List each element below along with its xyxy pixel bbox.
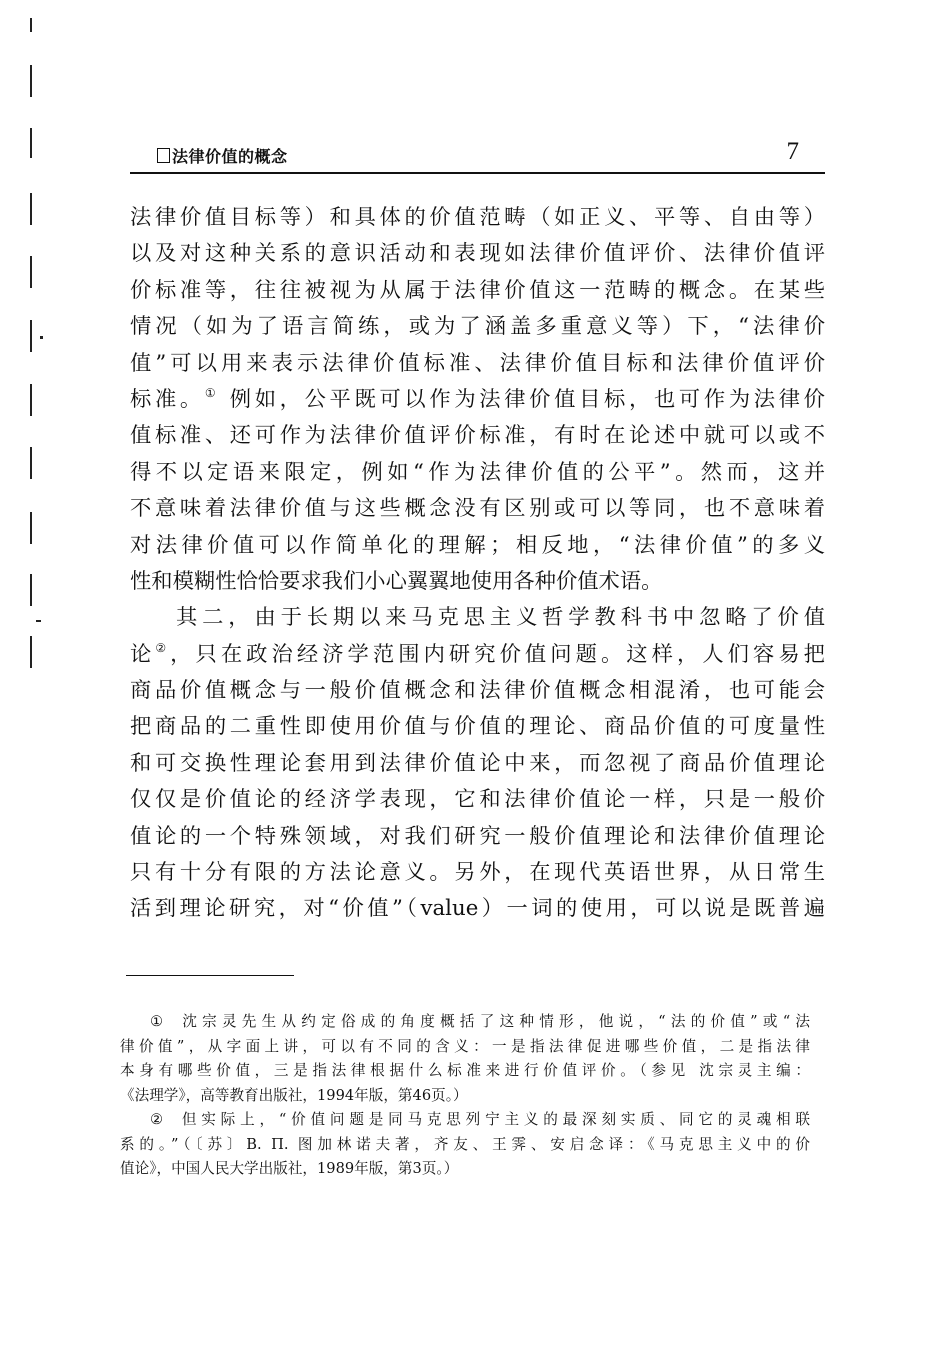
page-number: 7	[786, 138, 799, 165]
text-line: 情况（如为了语言简练，或为了涵盖多重意义等）下，“法律价	[130, 314, 825, 340]
footnote-ref-1: ①	[204, 385, 220, 400]
text-line: 价标准等，往往被视为从属于法律价值这一范畴的概念。在某些	[130, 277, 825, 303]
footnote-line	[120, 1108, 810, 1133]
scan-edge-mark	[30, 636, 32, 668]
text-fragment: 标准。	[130, 386, 205, 412]
text-fragment: ，只在政治经济学范围内研究价值问题。这样，人们容易把	[170, 641, 825, 667]
text-line: 活到理论研究，对“价值”（value）一词的使用，可以说是既普遍	[130, 896, 825, 922]
header-box-icon	[157, 148, 170, 163]
footnote-text: 沈宗灵先生从约定俗成的角度概括了这种情形，他说，“法的价值”或“法	[177, 1013, 810, 1030]
footnote-line: 《法理学》，高等教育出版社，1994年版，第46页。）	[120, 1086, 468, 1104]
text-line: 以及对这种关系的意识活动和表现如法律价值评价、法律价值评	[130, 241, 825, 267]
text-fragment: 论	[130, 641, 156, 667]
body-text	[130, 200, 825, 928]
footnote-line: 本身有哪些价值，三是指法律根据什么标准来进行价值评价。（参见 沈宗灵主编：	[120, 1062, 810, 1079]
text-line: 值标准、还可作为法律价值评价标准，有时在论述中就可以或不	[130, 423, 825, 449]
header-title: 法律价值的概念	[172, 147, 288, 166]
scan-edge-mark	[30, 65, 32, 97]
footnote-marker-2: ②	[150, 1111, 164, 1128]
scan-edge-mark	[30, 384, 32, 416]
scan-edge-dot	[40, 336, 43, 339]
text-line	[130, 382, 825, 418]
scan-edge-mark	[30, 320, 32, 352]
footnote-line: 系的。”（〔苏〕B. П. 图加林诺夫著，齐友、王霁、安启念译：《马克思主义中的价	[120, 1135, 810, 1153]
text-line: 把商品的二重性即使用价值与价值的理论、商品价值的可度量性	[130, 714, 825, 740]
footnote-line: 律价值”，从字面上讲，可以有不同的含义：一是指法律促进哪些价值，二是指法律	[120, 1037, 810, 1055]
scan-edge-mark	[30, 128, 32, 158]
scan-edge-mark	[30, 447, 32, 479]
footnote-marker-1: ①	[150, 1013, 164, 1030]
running-header	[130, 138, 825, 174]
scan-edge-mark	[30, 256, 32, 288]
text-line: 只有十分有限的方法论意义。另外，在现代英语世界，从日常生	[130, 860, 825, 886]
text-line: 值论的一个特殊领域，对我们研究一般价值理论和法律价值理论	[130, 823, 825, 849]
footnote-line	[120, 1010, 810, 1035]
text-line: 和可交换性理论套用到法律价值论中来，而忽视了商品价值理论	[130, 750, 825, 776]
text-line: 对法律价值可以作简单化的理解；相反地，“法律价值”的多义	[130, 532, 825, 558]
text-line: 性和模糊性恰恰要求我们小心翼翼地使用各种价值术语。	[130, 568, 663, 594]
scan-edge-dot	[36, 620, 41, 622]
text-line: 得不以定语来限定，例如“作为法律价值的公平”。然而，这并	[130, 459, 825, 485]
text-line: 商品价值概念与一般价值概念和法律价值概念相混淆，也可能会	[130, 678, 825, 704]
text-line: 仅仅是价值论的经济学表现，它和法律价值论一样，只是一般价	[130, 787, 825, 813]
scan-edge-mark	[30, 512, 32, 544]
text-line: 法律价值目标等）和具体的价值范畴（如正义、平等、自由等）	[130, 205, 825, 230]
footnote-text: 但实际上，“价值问题是同马克思列宁主义的最深刻实质、同它的灵魂相联	[177, 1111, 810, 1128]
text-line: 不意味着法律价值与这些概念没有区别或可以等同，也不意味着	[130, 496, 825, 522]
text-line	[130, 637, 825, 673]
footnotes	[120, 1010, 810, 1182]
scan-edge-mark	[30, 574, 32, 606]
text-line: 其二，由于长期以来马克思主义哲学教科书中忽略了价值	[176, 605, 825, 631]
scan-edge-mark	[30, 193, 32, 225]
text-fragment: 例如，公平既可以作为法律价值目标，也可作为法律价	[229, 386, 825, 412]
footnote-ref-2: ②	[155, 640, 171, 655]
footnote-line: 值论》，中国人民大学出版社，1989年版，第3页。）	[120, 1160, 459, 1177]
scan-edge-mark	[30, 18, 32, 32]
text-line: 值”可以用来表示法律价值标准、法律价值目标和法律价值评价	[130, 350, 825, 376]
footnote-separator	[126, 975, 294, 976]
